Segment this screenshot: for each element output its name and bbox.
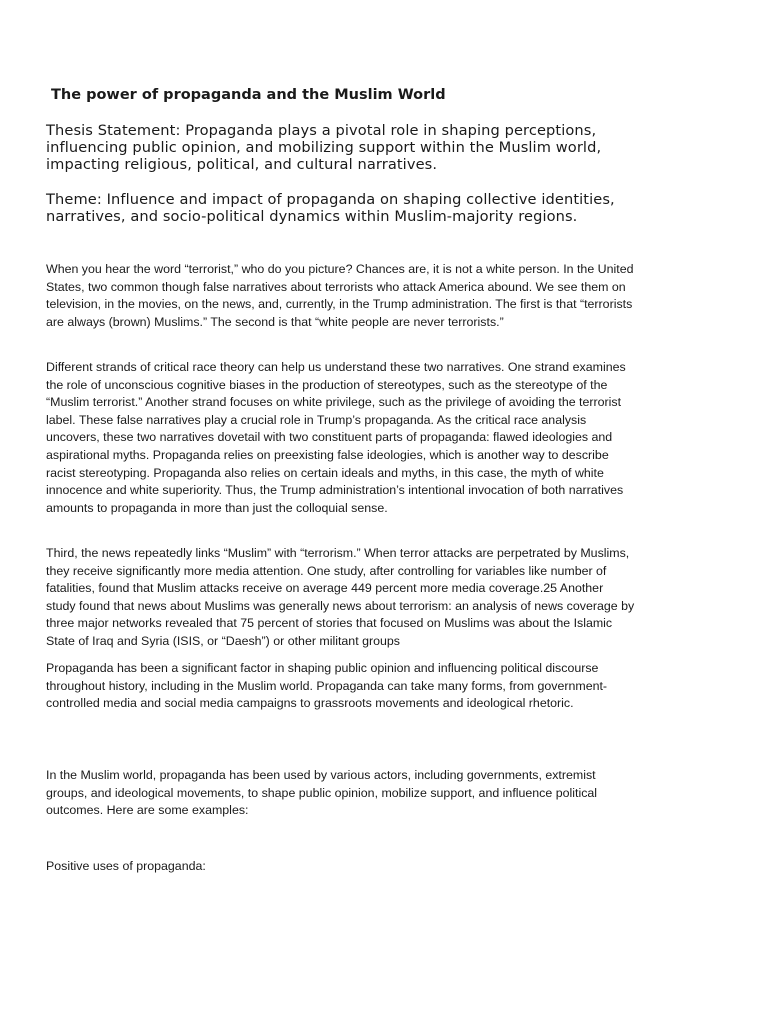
paragraph-terrorist-narratives: When you hear the word “terrorist,” who do you picture? Chances are, it is not a white person. In the United States, two common though false narratives about terrorists who attack America abound. We see them on television, in the movies, on the news, and, currently, in the Trump administration. The first is that “terrorists are always (brown) Muslims.” The second is that “white people are never terrorists.” <box>46 262 634 329</box>
paragraph-positive-uses-heading: Positive uses of propaganda: <box>46 859 206 873</box>
paragraph-media-coverage: Third, the news repeatedly links “Muslim” with “terrorism.” When terror attacks are perpetrated by Muslims, they receive significantly more media attention. One study, after controlling for variables like number of fatalities, found that Muslim attacks receive on average 449 percent more media coverage.25 Another study found that news about Muslims was generally news about terrorism: an analysis of news coverage by three major networks revealed that 75 percent of stories that focused on Muslims was about the Islamic State of Iraq and Syria (ISIS, or “Daesh”) or other militant groups <box>46 546 635 648</box>
theme-statement: Theme: Influence and impact of propaganda on shaping collective identities, narratives, and socio-political dynamics within Muslim-majority regions. <box>46 191 615 225</box>
thesis-statement: Thesis Statement: Propaganda plays a pivotal role in shaping perceptions, influencing public opinion, and mobilizing support within the Muslim world, impacting religious, political, and cultural narratives. <box>46 122 602 173</box>
paragraph-critical-race-theory: Different strands of critical race theory can help us understand these two narratives. One strand examines the role of unconscious cognitive biases in the production of stereotypes, such as the stereotype of the “Muslim terrorist.” Another strand focuses on white privilege, such as the privilege of avoiding the terrorist label. These false narratives play a crucial role in Trump’s propaganda. As the critical race analysis uncovers, these two narratives dovetail with two constituent parts of propaganda: flawed ideologies and aspirational myths. Propaganda relies on preexisting false ideologies, which is another way to describe racist stereotyping. Propaganda also relies on certain ideals and myths, in this case, the myth of white innocence and white superiority. Thus, the Trump administration’s intentional invocation of both narratives amounts to propaganda in more than just the colloquial sense. <box>46 360 626 515</box>
document-title: The power of propaganda and the Muslim World <box>51 87 446 103</box>
paragraph-propaganda-history: Propaganda has been a significant factor in shaping public opinion and influencing political discourse throughout history, including in the Muslim world. Propaganda can take many forms, from government-controlled media and social media campaigns to grassroots movements and ideological rhetoric. <box>46 661 608 711</box>
paragraph-muslim-world-actors: In the Muslim world, propaganda has been used by various actors, including governments, extremist groups, and ideological movements, to shape public opinion, mobilize support, and influence political outcomes. Here are some examples: <box>46 768 598 818</box>
